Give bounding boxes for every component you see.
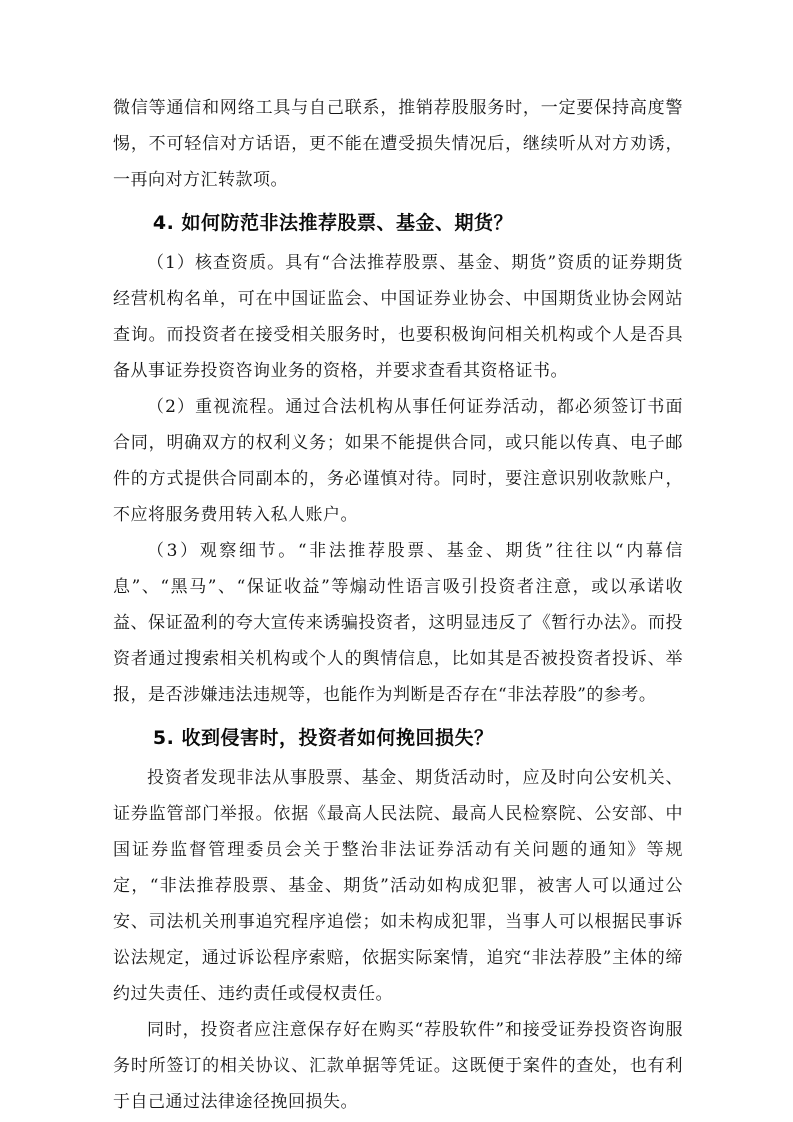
paragraph-keep-evidence: 同时，投资者应注意保存好在购买“荐股软件”和接受证券投资咨询服务时所签订的相关协议、汇款单据等凭证。这既便于案件的查处，也有利于自己通过法律途径挽回损失。 [113,1020,683,1112]
document-body [113,90,683,1120]
paragraph-continuation: 微信等通信和网络工具与自己联系，推销荐股服务时，一定要保持高度警惕，不可轻信对方话语，更不能在遭受损失情况后，继续听从对方劝诱，一再向对方汇转款项。 [113,98,683,190]
paragraph-observe-details: （3）观察细节。“非法推荐股票、基金、期货”往往以“内幕信息”、“黑马”、“保证收益”等煽动性语言吸引投资者注意，或以承诺收益、保证盈利的夸大宣传来诱骗投资者，这明显违反了《暂行办法》。而投资者通过搜索相关机构或个人的舆情信息，比如其是否被投资者投诉、举报，是否涉嫌违法违规等，也能作为判断是否存在“非法荐股”的参考。 [113,541,683,705]
section-heading-4: 4. 如何防范非法推荐股票、基金、期货？ [152,212,513,234]
section-heading-5: 5. 收到侵害时，投资者如何挽回损失？ [152,727,494,749]
paragraph-report-and-claim: 投资者发现非法从事股票、基金、期货活动时，应及时向公安机关、证券监管部门举报。依据《最高人民法院、最高人民检察院、公安部、中国证券监督管理委员会关于整治非法证券活动有关问题的通知》等规定，“非法推荐股票、基金、期货”活动如构成犯罪，被害人可以通过公安、司法机关刑事追究程序追偿；如未构成犯罪，当事人可以根据民事诉讼法规定，通过诉讼程序索赔，依据实际案情，追究“非法荐股”主体的缔约过失责任、违约责任或侵权责任。 [113,768,683,1004]
paragraph-value-process: （2）重视流程。通过合法机构从事任何证券活动，都必须签订书面合同，明确双方的权利义务；如果不能提供合同，或只能以传真、电子邮件的方式提供合同副本的，务必谨慎对待。同时，要注意识别收款账户，不应将服务费用转入私人账户。 [113,397,683,525]
paragraph-check-qualifications: （1）核查资质。具有“合法推荐股票、基金、期货”资质的证券期货经营机构名单，可在中国证监会、中国证券业协会、中国期货业协会网站查询。而投资者在接受相关服务时，也要积极询问相关机构或个人是否具备从事证券投资咨询业务的资格，并要求查看其资格证书。 [113,253,683,381]
